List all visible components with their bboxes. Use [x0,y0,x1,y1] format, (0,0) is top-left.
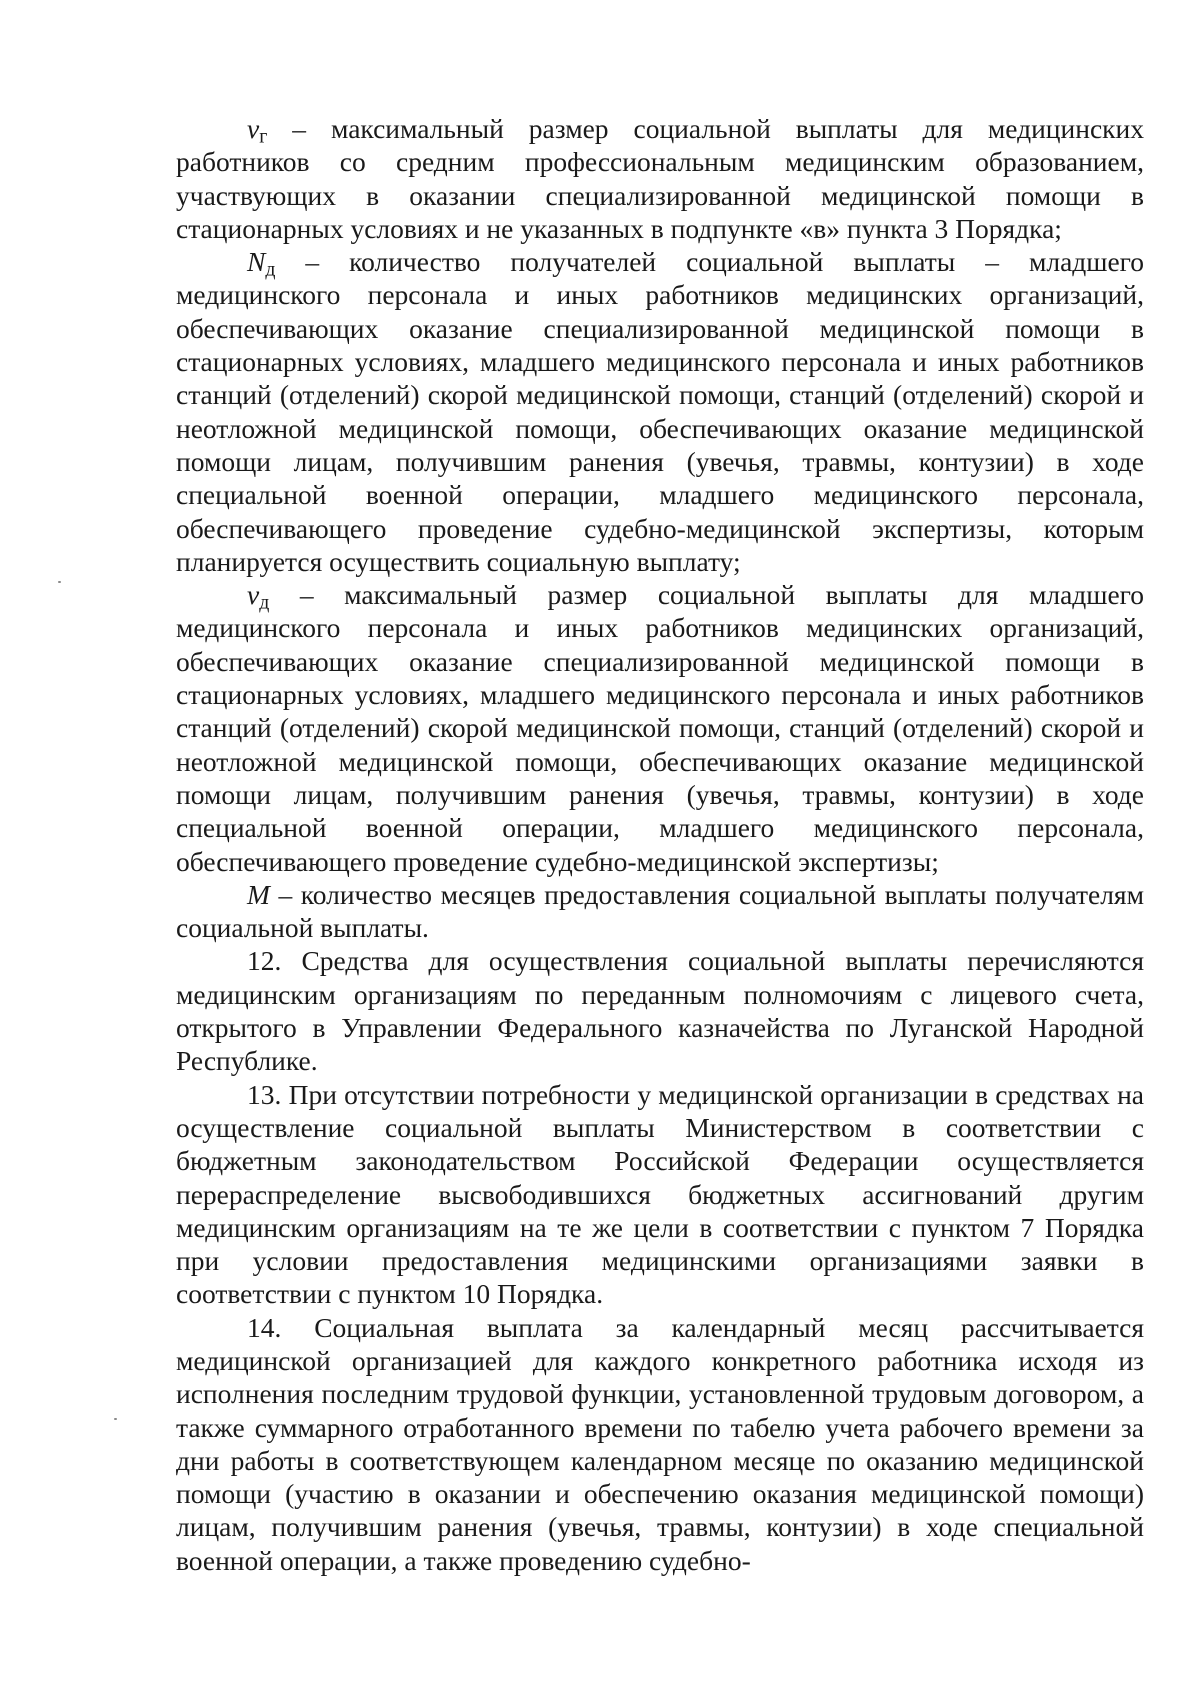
formula-variable: $v_г$ [247,113,268,148]
formula-variable: $v_д$ [247,579,270,614]
definition-m: M – количество месяцев предоставления социальной выплаты получателям социальной выплаты. [176,878,1144,944]
clause-14: 14. Социальная выплата за календарный месяц рассчитывается медицинской организацией для каждого конкретного работника исходя из исполнения последним трудовой функции, установленной трудовым договором, а также суммарного отработанного времени по табелю учета рабочего времени за дни работы в соответствующем календарном месяце по оказанию медицинской помощи (участию в оказании и обеспечению оказания медицинской помощи) лицам, получившим ранения (увечья, травмы, контузии) в ходе специальной военной операции, а также проведению судебно- [176,1311,1144,1576]
formula-variable: M [247,878,270,910]
definition-nd: $N_д$ – количество получателей социальной выплаты – младшего медицинского персонала и иных работников медицинских организаций, обеспечивающих оказание специализированной медицинской помощи в стационарных условиях, младшего медицинского персонала и иных работников станций (отделений) скорой медицинской помощи, станций (отделений) скорой и неотложной медицинской помощи, обеспечивающих оказание медицинской помощи лицам, получившим ранения (увечья, травмы, контузии) в ходе специальной военной операции, младшего медицинского персонала, обеспечивающего проведение судебно-медицинской экспертизы, которым планируется осуществить социальную выплату; [176,246,1144,577]
clause-13: 13. При отсутствии потребности у медицинской организации в средствах на осуществление социальной выплаты Министерством в соответствии с бюджетным законодательством Российской Федерации осуществляется перераспределение высвободившихся бюджетных ассигнований другим медицинским организациям на те же цели в соответствии с пунктом 7 Порядка при условии предоставления медицинскими организациями заявки в соответствии с пунктом 10 Порядка. [176,1078,1144,1310]
scan-speck [114,1418,117,1420]
definition-vd: $v_д$ – максимальный размер социальной выплаты для младшего медицинского персонала и иных работников медицинских организаций, обеспечивающих оказание специализированной медицинской помощи в стационарных условиях, младшего медицинского персонала и иных работников станций (отделений) скорой медицинской помощи, станций (отделений) скорой и неотложной медицинской помощи, обеспечивающих оказание медицинской помощи лицам, получившим ранения (увечья, травмы, контузии) в ходе специальной военной операции, младшего медицинского персонала, обеспечивающего проведение судебно-медицинской экспертизы; [176,579,1144,877]
formula-variable: $N_д$ [247,246,276,281]
definition-vg: $v_г$ – максимальный размер социальной выплаты для медицинских работников со средним профессиональным медицинским образованием, участвующих в оказании специализированной медицинской помощи в стационарных условиях и не указанных в подпункте «в» пункта 3 Порядка; [176,113,1144,244]
clause-12: 12. Средства для осуществления социальной выплаты перечисляются медицинским организациям по переданным полномочиям с лицевого счета, открытого в Управлении Федерального казначейства по Луганской Народной Республике. [176,945,1144,1077]
scan-speck [58,581,61,583]
document-body [176,112,1144,1577]
